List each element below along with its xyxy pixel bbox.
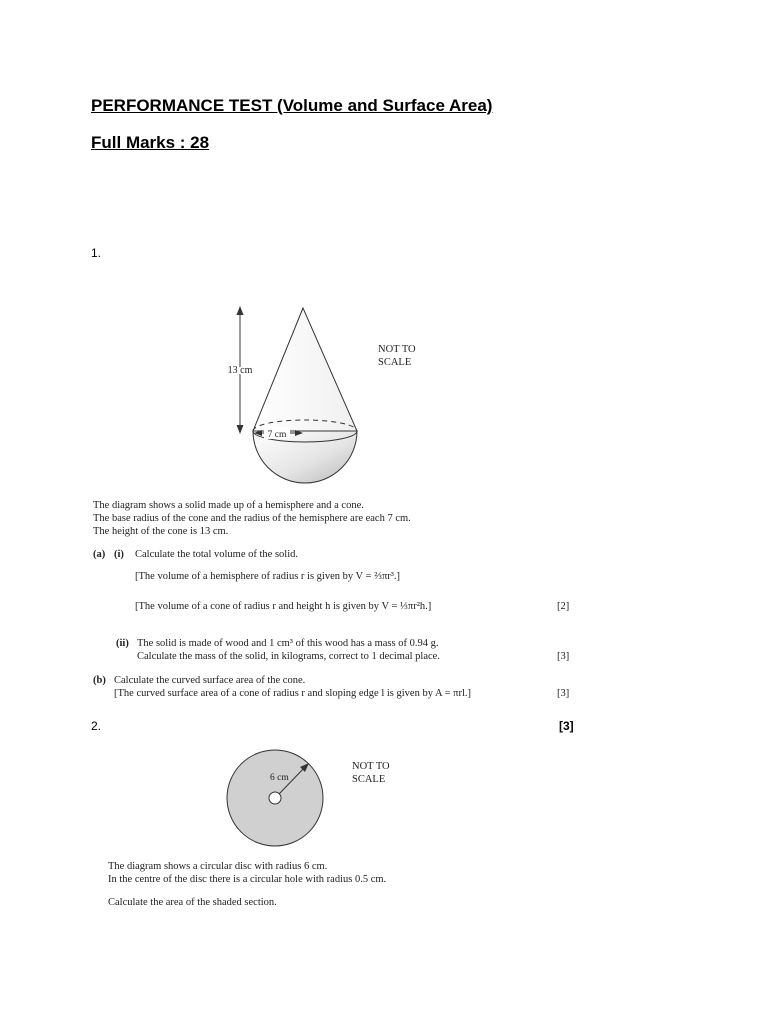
disc-not-to-scale-line2: SCALE xyxy=(352,774,386,785)
disc-radius-label: 6 cm xyxy=(270,773,289,783)
q1-intro-line-2: The base radius of the cone and the radius of the hemisphere are each 7 cm. xyxy=(93,513,411,524)
not-to-scale-line1: NOT TO xyxy=(378,344,416,355)
full-marks: Full Marks : 28 xyxy=(91,133,210,152)
cone-hemisphere-diagram xyxy=(200,300,460,495)
disc-diagram xyxy=(220,745,420,855)
q1-part-a-i-label: (i) xyxy=(114,549,124,560)
q1-a-i-hint-hemisphere: [The volume of a hemisphere of radius r is given by V = ⅔πr³.] xyxy=(135,571,401,582)
disc-not-to-scale-line1: NOT TO xyxy=(352,761,390,772)
page-title: PERFORMANCE TEST (Volume and Surface Area) xyxy=(91,96,493,115)
q2-text-2: In the centre of the disc there is a circular hole with radius 0.5 cm. xyxy=(108,874,387,885)
height-label: 13 cm xyxy=(227,365,253,376)
q2-text-3: Calculate the area of the shaded section. xyxy=(108,897,277,908)
radius-label: 7 cm xyxy=(267,430,287,440)
not-to-scale-line2: SCALE xyxy=(378,357,412,368)
q1-b-marks: [3] xyxy=(557,688,570,699)
q1-b-text-2: [The curved surface area of a cone of radius r and sloping edge l is given by A = πrl.] xyxy=(114,688,472,699)
q1-a-ii-marks: [3] xyxy=(557,651,570,662)
q1-intro-line-1: The diagram shows a solid made up of a hemisphere and a cone. xyxy=(93,500,364,511)
q1-a-i-text: Calculate the total volume of the solid. xyxy=(135,549,299,560)
q1-a-i-hint-cone: [The volume of a cone of radius r and height h is given by V = ⅓πr²h.] xyxy=(135,601,432,612)
question-2-number: 2. xyxy=(91,719,102,733)
q1-a-ii-text-1: The solid is made of wood and 1 cm³ of this wood has a mass of 0.94 g. xyxy=(137,638,439,649)
q1-part-a-ii-label: (ii) xyxy=(116,638,129,649)
q1-a-i-marks: [2] xyxy=(557,601,570,612)
q1-a-ii-text-2: Calculate the mass of the solid, in kilograms, correct to 1 decimal place. xyxy=(137,651,440,662)
q1-part-a-label: (a) xyxy=(93,549,106,560)
q1-part-b-label: (b) xyxy=(93,675,106,686)
cone-shape xyxy=(253,308,357,431)
question-1-number: 1. xyxy=(91,246,102,260)
q1-b-text-1: Calculate the curved surface area of the cone. xyxy=(114,675,306,686)
q1-intro-line-3: The height of the cone is 13 cm. xyxy=(93,526,229,537)
q2-text-1: The diagram shows a circular disc with radius 6 cm. xyxy=(108,861,328,872)
question-2-marks: [3] xyxy=(559,719,574,733)
